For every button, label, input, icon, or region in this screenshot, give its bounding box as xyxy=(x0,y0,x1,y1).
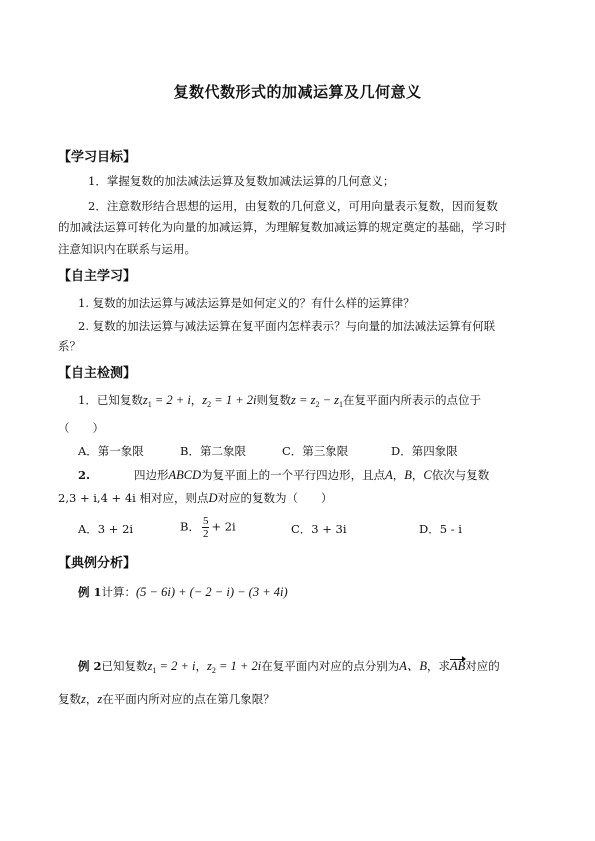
q1-option-b: B．第二象限 xyxy=(180,444,246,458)
page-title: 复数代数形式的加减运算及几何意义 xyxy=(173,83,422,101)
q1-z: $z = z_2 - z_1$ xyxy=(291,393,343,409)
check-question-2-line-2: 2,3 + i,4 + 4i 相对应，则点D对应的复数为（ ） xyxy=(58,491,333,505)
example-2-line-1: 例 2已知复数$z_1 = 2 + i$，$z_2 = 1 + 2i$在复平面内对应的点分别为A、B，求AB对应的 xyxy=(78,659,500,675)
goal-item-2-line-3: 注意知识内在联系与运用。 xyxy=(58,242,196,256)
goal-item-2-line-1: 2．注意数形结合思想的运用，由复数的几何意义，可用向量表示复数，因而复数 xyxy=(88,199,498,213)
q1-number: 1．已知复数 xyxy=(78,393,143,407)
check-question-2-line-1 xyxy=(78,468,90,482)
self-study-question-1: 1. 复数的加法运算与减法运算是如何定义的？有什么样的运算律？ xyxy=(78,296,415,310)
example-1: 例 1计算：(5 − 6i) + (− 2 − i) − (3 + 4i) xyxy=(78,585,288,599)
section-heading-examples: 【典例分析】 xyxy=(58,556,137,571)
goal-item-1: 1．掌握复数的加法减法运算及复数加减法运算的几何意义； xyxy=(88,174,395,188)
goal-item-2-line-2: 的加减法运算可转化为向量的加减运算，为理解复数加减运算的规定奠定的基础，学习时 xyxy=(58,220,507,234)
q2-option-c: C．3 + 3i xyxy=(291,522,347,536)
q1-option-a: A．第一象限 xyxy=(78,444,144,458)
section-heading-self-check: 【自主检测】 xyxy=(58,366,137,381)
example-1-label: 例 1 xyxy=(78,585,102,599)
q2-option-b-fraction: $\frac{5}{2}$ xyxy=(202,515,209,540)
q2-number: 2. xyxy=(78,468,91,482)
q2-option-d: D．5 - i xyxy=(419,522,462,536)
q1-answer-paren: （ ） xyxy=(58,421,104,435)
self-study-question-2-line-2: 系？ xyxy=(58,339,81,353)
q2-abcd: ABCD xyxy=(168,468,202,482)
q2-option-a: A．3 + 2i xyxy=(78,522,134,536)
q1-option-c: C．第三象限 xyxy=(282,444,349,458)
example-2-label: 例 2 xyxy=(78,659,102,673)
q2-option-b: B． $\frac{5}{2}$ + 2i xyxy=(180,515,236,540)
section-heading-goals: 【学习目标】 xyxy=(58,150,137,165)
example-2-line-2: 复数z，z在平面内所对应的点在第几象限？ xyxy=(58,692,275,706)
self-study-question-2-line-1: 2. 复数的加法运算与减法运算在复平面内怎样表示？与向量的加法减法运算有何联 xyxy=(78,319,496,333)
q1-z2: $z_2 = 1 + 2i$ xyxy=(202,393,257,409)
check-question-1: 1．已知复数$z_1 = 2 + i$，$z_2 = 1 + 2i$则复数$z = z_2 - z_1$在复平面内所表示的点位于 xyxy=(78,393,481,409)
example-1-expression: (5 − 6i) + (− 2 − i) − (3 + 4i) xyxy=(136,585,288,599)
check-question-2-line-1-text: 四边形ABCD为复平面上的一个平行四边形，且点A，B，C依次与复数 xyxy=(134,468,490,482)
q1-z1: $z_1 = 2 + i$ xyxy=(142,393,191,409)
section-heading-self-study: 【自主学习】 xyxy=(58,269,137,284)
vector-ab: AB xyxy=(449,659,466,673)
q1-option-d: D．第四象限 xyxy=(391,444,458,458)
